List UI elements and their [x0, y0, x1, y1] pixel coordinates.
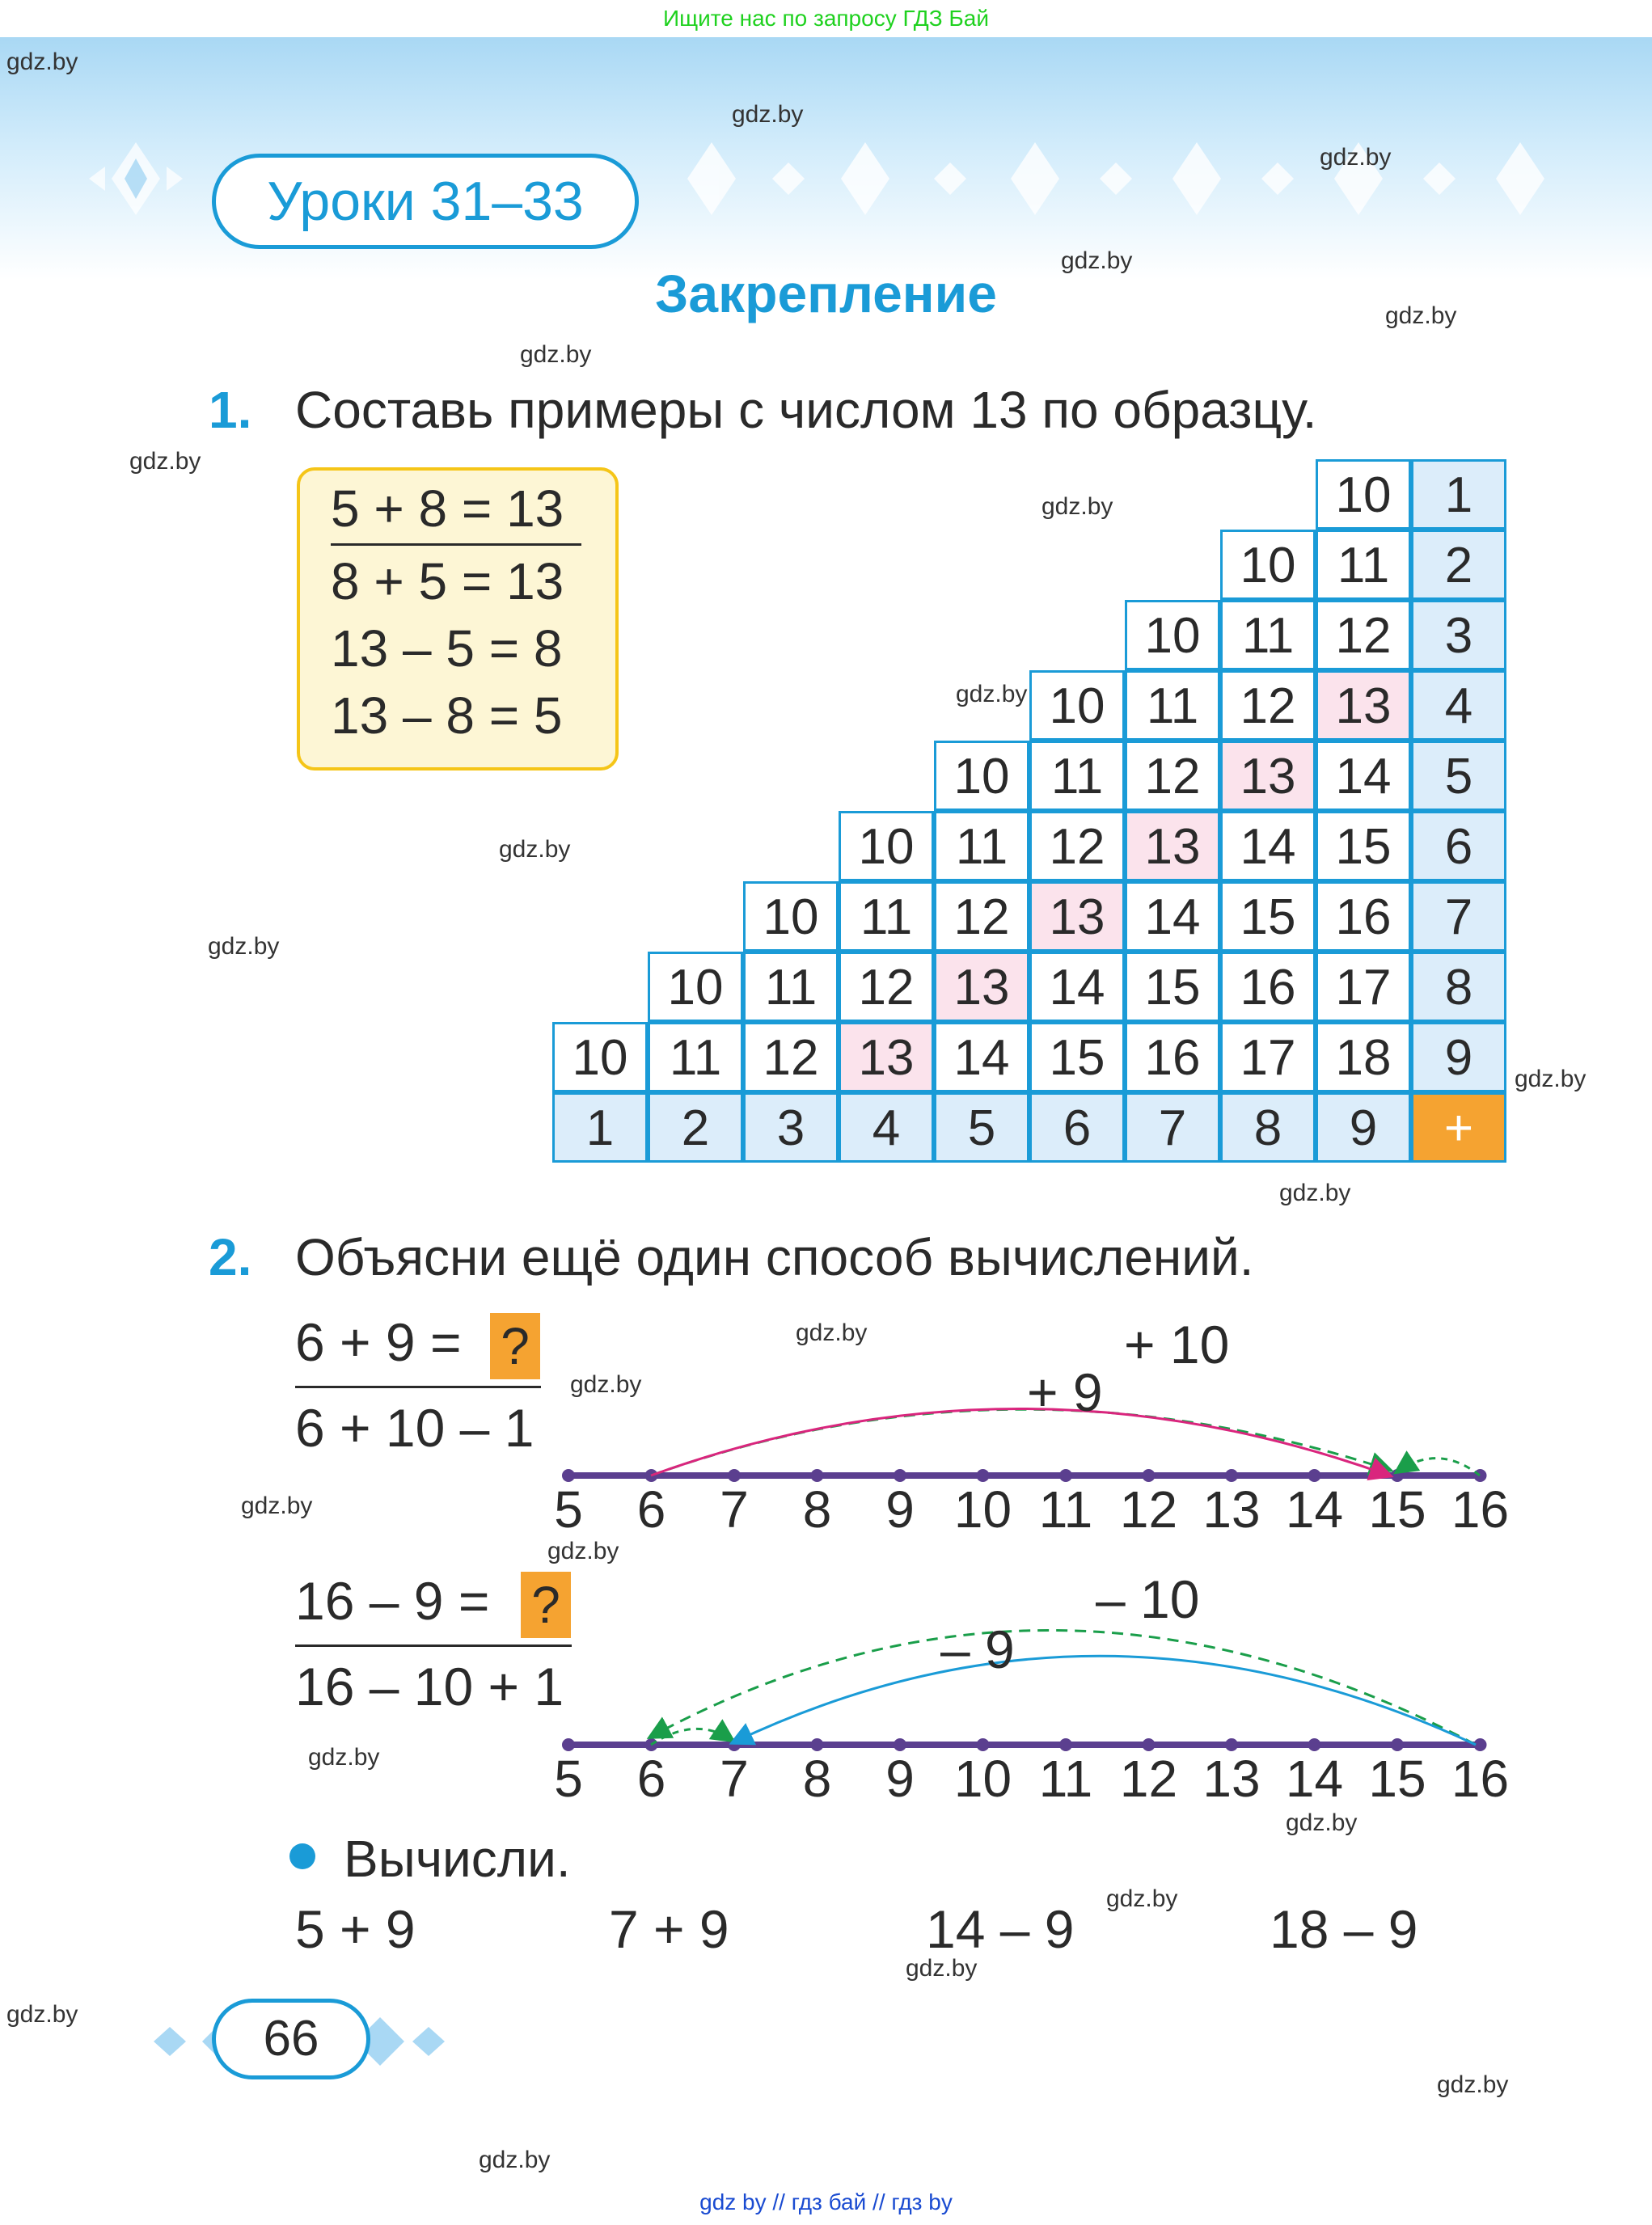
number-line-tick-label: 15: [1368, 1480, 1426, 1539]
table-header-cell: 1: [1411, 459, 1506, 530]
watermark: gdz.by: [547, 1538, 619, 1564]
table-cell: 14: [1029, 952, 1125, 1022]
table-cell: 11: [1316, 530, 1411, 600]
table-cell: 11: [1125, 670, 1220, 741]
table-cell: 10: [552, 1022, 648, 1092]
table-cell: 10: [1125, 600, 1220, 670]
table-header-cell: 3: [1411, 600, 1506, 670]
table-header-cell: 4: [1411, 670, 1506, 741]
number-line-tick-label: 5: [554, 1480, 583, 1539]
example1-expression: 6 + 9 =: [295, 1312, 462, 1372]
table-header-cell: 1: [552, 1092, 648, 1163]
watermark: gdz.by: [570, 1371, 642, 1398]
task-number: 1.: [209, 381, 252, 439]
footer-links[interactable]: gdz by // гдз бай // гдз by: [699, 2189, 953, 2214]
number-line-tick-label: 7: [720, 1480, 749, 1539]
top-banner[interactable]: Ищите нас по запросу ГДЗ Бай: [0, 0, 1652, 37]
arc-label-plus10: + 10: [1124, 1315, 1230, 1374]
sample-line: 13 – 5 = 8: [331, 619, 563, 678]
table-cell: 10: [1316, 459, 1411, 530]
table-header-cell: 5: [934, 1092, 1029, 1163]
plus-sign-icon: +: [1411, 1092, 1506, 1163]
table-cell: 15: [1125, 952, 1220, 1022]
table-cell: 17: [1220, 1022, 1316, 1092]
table-cell: 12: [1316, 600, 1411, 670]
number-line-tick-label: 9: [885, 1480, 915, 1539]
exercise: 18 – 9: [1270, 1899, 1418, 1959]
watermark: gdz.by: [732, 101, 804, 128]
table-cell: 12: [1029, 811, 1125, 881]
table-cell: 10: [743, 881, 839, 952]
arc-label-plus9: + 9: [1027, 1362, 1103, 1422]
watermark: gdz.by: [241, 1492, 313, 1519]
number-line-tick-label: 8: [802, 1480, 832, 1539]
number-line-tick-label: 11: [1038, 1750, 1093, 1808]
table-header-cell: 9: [1316, 1092, 1411, 1163]
exercise: 7 + 9: [609, 1899, 729, 1959]
table-cell: 12: [839, 952, 934, 1022]
page-number: 66: [212, 1999, 370, 2079]
table-header-cell: 2: [648, 1092, 743, 1163]
table-header-cell: 7: [1125, 1092, 1220, 1163]
number-line-tick-label: 13: [1202, 1480, 1261, 1539]
table-cell: 15: [1220, 881, 1316, 952]
table-header-cell: 6: [1411, 811, 1506, 881]
watermark: gdz.by: [906, 1955, 978, 1982]
compute-label: Вычисли.: [344, 1830, 571, 1888]
table-cell: 13: [1029, 881, 1125, 952]
arc-label-minus9: – 9: [940, 1619, 1015, 1679]
table-cell: 13: [1220, 741, 1316, 811]
watermark: gdz.by: [1041, 493, 1113, 520]
number-line-tick-label: 13: [1202, 1750, 1261, 1808]
number-line-tick-label: 15: [1368, 1750, 1426, 1808]
example1-method: 6 + 10 – 1: [295, 1398, 534, 1458]
table-cell: 16: [1220, 952, 1316, 1022]
arc-label-minus10: – 10: [1096, 1569, 1200, 1629]
number-line-tick-label: 14: [1285, 1750, 1344, 1808]
sample-line: 13 – 8 = 5: [331, 686, 563, 745]
table-cell: 16: [1316, 881, 1411, 952]
watermark: gdz.by: [1320, 144, 1392, 171]
watermark: gdz.by: [1061, 247, 1133, 274]
number-line-tick-label: 10: [953, 1480, 1012, 1539]
table-cell: 11: [1029, 741, 1125, 811]
table-cell: 10: [839, 811, 934, 881]
solid-arc-plus9: [651, 1409, 1389, 1476]
watermark: gdz.by: [129, 448, 201, 475]
table-cell: 11: [648, 1022, 743, 1092]
number-line-tick-label: 12: [1119, 1480, 1178, 1539]
table-header-cell: 6: [1029, 1092, 1125, 1163]
watermark: gdz.by: [1286, 1809, 1358, 1836]
number-line-tick-label: 16: [1451, 1480, 1510, 1539]
bullet-icon: [289, 1843, 315, 1869]
table-cell: 12: [1125, 741, 1220, 811]
number-line-tick-label: 11: [1038, 1480, 1093, 1539]
watermark: gdz.by: [956, 681, 1028, 707]
table-header-cell: 3: [743, 1092, 839, 1163]
watermark: gdz.by: [1279, 1180, 1351, 1206]
number-line-tick-label: 8: [802, 1750, 832, 1808]
watermark: gdz.by: [520, 341, 592, 368]
table-cell: 18: [1316, 1022, 1411, 1092]
number-line-tick-label: 16: [1451, 1750, 1510, 1808]
table-cell: 13: [1125, 811, 1220, 881]
number-line-tick-label: 6: [636, 1750, 666, 1808]
table-cell: 10: [1220, 530, 1316, 600]
sample-line: 8 + 5 = 13: [331, 552, 564, 610]
table-cell: 12: [743, 1022, 839, 1092]
watermark: gdz.by: [1385, 302, 1457, 329]
number-line-tick-label: 10: [953, 1750, 1012, 1808]
sample-line: 5 + 8 = 13: [331, 479, 564, 538]
table-cell: 11: [839, 881, 934, 952]
exercise: 14 – 9: [926, 1899, 1075, 1959]
section-title: Закрепление: [655, 264, 997, 323]
watermark: gdz.by: [1515, 1066, 1587, 1092]
table-cell: 11: [743, 952, 839, 1022]
table-cell: 15: [1029, 1022, 1125, 1092]
watermark: gdz.by: [796, 1319, 868, 1346]
table-cell: 14: [1220, 811, 1316, 881]
watermark: gdz.by: [208, 933, 280, 960]
table-cell: 14: [1125, 881, 1220, 952]
watermark: gdz.by: [1437, 2071, 1509, 2098]
number-line-tick-label: 12: [1119, 1750, 1178, 1808]
answer-box[interactable]: ?: [490, 1313, 540, 1379]
exercise: 5 + 9: [295, 1899, 416, 1959]
solid-arc-minus9: [733, 1656, 1476, 1745]
dashed-arc-minus10: [651, 1630, 1476, 1745]
table-cell: 14: [1316, 741, 1411, 811]
answer-box[interactable]: ?: [521, 1572, 571, 1638]
table-cell: 12: [1220, 670, 1316, 741]
table-header-cell: 5: [1411, 741, 1506, 811]
table-header-cell: 2: [1411, 530, 1506, 600]
watermark: gdz.by: [479, 2147, 551, 2173]
table-header-cell: 9: [1411, 1022, 1506, 1092]
table-cell: 17: [1316, 952, 1411, 1022]
watermark: gdz.by: [499, 836, 571, 863]
table-cell: 10: [1029, 670, 1125, 741]
number-line-tick-label: 7: [720, 1750, 749, 1808]
table-cell: 10: [648, 952, 743, 1022]
table-cell: 13: [839, 1022, 934, 1092]
watermark: gdz.by: [6, 2001, 78, 2028]
example2-expression: 16 – 9 =: [295, 1571, 490, 1631]
task-text: Объясни ещё один способ вычислений.: [295, 1228, 1254, 1286]
table-cell: 15: [1316, 811, 1411, 881]
task-number: 2.: [209, 1228, 252, 1286]
table-cell: 14: [934, 1022, 1029, 1092]
number-line-tick-label: 14: [1285, 1480, 1344, 1539]
table-cell: 11: [934, 811, 1029, 881]
task-text: Составь примеры с числом 13 по образцу.: [295, 381, 1317, 439]
table-cell: 10: [934, 741, 1029, 811]
table-header-cell: 8: [1411, 952, 1506, 1022]
table-cell: 11: [1220, 600, 1316, 670]
table-header-cell: 8: [1220, 1092, 1316, 1163]
table-cell: 12: [934, 881, 1029, 952]
watermark: gdz.by: [1106, 1885, 1178, 1912]
lesson-title: Уроки 31–33: [212, 154, 639, 249]
number-line-tick-label: 5: [554, 1750, 583, 1808]
table-cell: 13: [934, 952, 1029, 1022]
number-line-tick-label: 9: [885, 1750, 915, 1808]
table-cell: 16: [1125, 1022, 1220, 1092]
watermark: gdz.by: [6, 49, 78, 75]
number-line-tick-label: 6: [636, 1480, 666, 1539]
watermark: gdz.by: [308, 1744, 380, 1771]
table-header-cell: 7: [1411, 881, 1506, 952]
table-header-cell: 4: [839, 1092, 934, 1163]
example2-method: 16 – 10 + 1: [295, 1657, 564, 1716]
table-cell: 13: [1316, 670, 1411, 741]
